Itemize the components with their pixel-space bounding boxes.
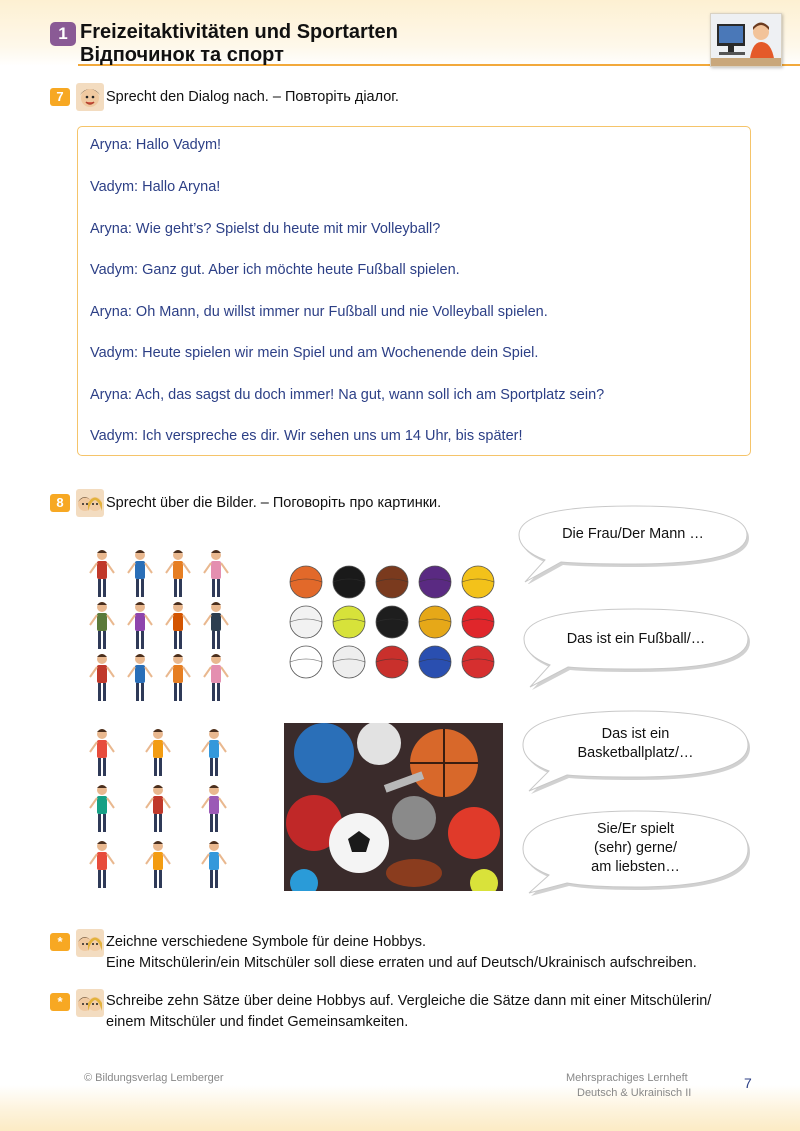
speech-bubble-2 bbox=[520, 601, 752, 691]
person-figure bbox=[166, 550, 190, 597]
person-figure bbox=[146, 841, 170, 888]
star-task-2-line2: einem Mitschüler und findet Gemeinsamkeiten. bbox=[106, 1014, 409, 1030]
baseball-icon bbox=[290, 606, 322, 638]
speech-bubble-text: Die Frau/Der Mann … bbox=[562, 525, 704, 542]
billiard-8-ball-icon bbox=[333, 566, 365, 598]
soccer-ball-blue-icon bbox=[419, 646, 451, 678]
volleyball-icon bbox=[462, 566, 494, 598]
speech-bubble-text bbox=[519, 703, 752, 785]
page-title-de: Freizeitaktivitäten und Sportarten bbox=[80, 21, 398, 43]
bubble-line: am liebsten… bbox=[591, 858, 680, 875]
tennis-ball-icon bbox=[333, 606, 365, 638]
star-task-2-line1: Schreibe zehn Sätze über deine Hobbys auf. Vergleiche die Sätze dann mit einer Mitschülerin/ bbox=[106, 993, 712, 1009]
person-figure bbox=[146, 729, 170, 776]
person-figure bbox=[166, 602, 190, 649]
two-people-icon bbox=[76, 489, 104, 517]
dialog-line: Vadym: Ganz gut. Aber ich möchte heute Fußball spielen. bbox=[90, 262, 460, 278]
dialog-line: Vadym: Heute spielen wir mein Spiel und am Wochenende dein Spiel. bbox=[90, 345, 539, 361]
american-football-icon bbox=[376, 566, 408, 598]
bubble-line: (sehr) gerne/ bbox=[593, 839, 677, 856]
person-figure bbox=[90, 785, 114, 832]
speaking-person-icon bbox=[76, 83, 104, 111]
person-figure bbox=[202, 841, 226, 888]
hockey-puck-icon bbox=[376, 606, 408, 638]
speech-bubble-4 bbox=[519, 803, 752, 898]
dialog-line: Vadym: Ich verspreche es dir. Wir sehen uns um 14 Uhr, bis später! bbox=[90, 428, 523, 444]
basketball-icon bbox=[290, 566, 322, 598]
hobby-people-grid-image bbox=[78, 543, 238, 703]
person-figure bbox=[166, 654, 190, 701]
sports-balls-grid-image bbox=[284, 562, 504, 682]
star-task-1-line1: Zeichne verschiedene Symbole für deine Hobbys. bbox=[106, 934, 426, 950]
person-figure bbox=[202, 785, 226, 832]
page-title-uk: Відпочинок та спорт bbox=[80, 44, 284, 66]
dialog-line: Aryna: Ach, das sagst du doch immer! Na gut, wann soll ich am Sportplatz sein? bbox=[90, 387, 605, 403]
shuttlecock-icon bbox=[333, 646, 365, 678]
person-figure bbox=[90, 602, 114, 649]
star-task-2-marker: * bbox=[50, 993, 70, 1011]
volleyball-yellow-icon bbox=[419, 606, 451, 638]
sports-equipment-photo bbox=[284, 723, 503, 891]
dialog-box bbox=[77, 126, 751, 456]
person-figure bbox=[204, 602, 228, 649]
dialog-line: Aryna: Hallo Vadym! bbox=[90, 137, 222, 153]
star-task-1-marker: * bbox=[50, 933, 70, 951]
person-figure bbox=[90, 550, 114, 597]
footer-book-subtitle: Deutsch & Ukrainisch II bbox=[577, 1087, 692, 1099]
person-figure bbox=[146, 785, 170, 832]
dart-icon bbox=[462, 646, 494, 678]
task-8-number: 8 bbox=[50, 494, 70, 512]
person-figure bbox=[128, 654, 152, 701]
dialog-line: Vadym: Hallo Aryna! bbox=[90, 179, 221, 195]
red-ball-icon bbox=[462, 606, 494, 638]
header-boy-computer-image bbox=[710, 13, 782, 67]
two-people-icon bbox=[76, 929, 104, 957]
dialog-line: Aryna: Wie geht’s? Spielst du heute mit mir Volleyball? bbox=[90, 221, 441, 237]
task-7-number: 7 bbox=[50, 88, 70, 106]
speech-bubble-text bbox=[519, 803, 752, 893]
footer-copyright: © Bildungsverlag Lemberger bbox=[84, 1072, 224, 1084]
dialog-line: Aryna: Oh Mann, du willst immer nur Fußball und nie Volleyball spielen. bbox=[90, 304, 548, 320]
bubble-line: Basketballplatz/… bbox=[577, 745, 694, 761]
person-figure bbox=[90, 654, 114, 701]
speech-bubble-1 bbox=[515, 500, 751, 584]
person-figure bbox=[128, 550, 152, 597]
sports-people-grid-image bbox=[78, 722, 238, 892]
task-8-instruction: Sprecht über die Bilder. – Поговоріть про картинки. bbox=[106, 495, 442, 511]
cricket-ball-icon bbox=[376, 646, 408, 678]
star-task-1-line2: Eine Mitschülerin/ein Mitschüler soll diese erraten und auf Deutsch/Ukrainisch aufschreiben. bbox=[106, 955, 697, 971]
person-figure bbox=[202, 729, 226, 776]
two-people-icon bbox=[76, 989, 104, 1017]
bubble-line: Sie/Er spielt bbox=[596, 820, 675, 837]
speech-bubble-text: Das ist ein Fußball/… bbox=[566, 630, 706, 647]
page-number: 7 bbox=[744, 1075, 752, 1091]
person-figure bbox=[90, 729, 114, 776]
person-figure bbox=[128, 602, 152, 649]
person-figure bbox=[204, 550, 228, 597]
bubble-line: Das ist ein bbox=[601, 726, 670, 742]
speech-bubble-3 bbox=[519, 703, 752, 795]
soccer-ball-icon bbox=[290, 646, 322, 678]
person-figure bbox=[90, 841, 114, 888]
task-7-instruction: Sprecht den Dialog nach. – Повторіть діалог. bbox=[106, 89, 399, 105]
unit-badge: 1 bbox=[50, 22, 76, 46]
person-figure bbox=[204, 654, 228, 701]
bowling-ball-icon bbox=[419, 566, 451, 598]
footer-book-title: Mehrsprachiges Lernheft bbox=[566, 1072, 688, 1084]
